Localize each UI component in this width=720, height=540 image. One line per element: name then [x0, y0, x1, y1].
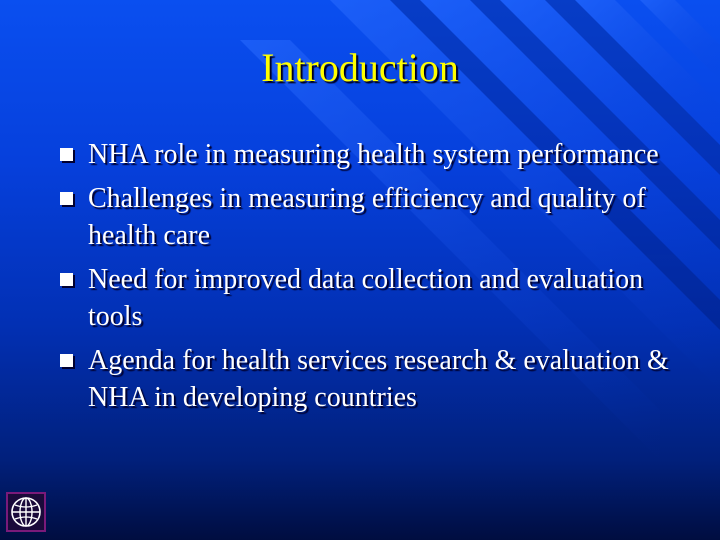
- square-bullet-icon: [60, 148, 73, 161]
- bullet-item: [60, 342, 680, 416]
- bullet-list: [60, 136, 680, 423]
- bullet-text: Need for improved data collection and evaluation tools: [88, 264, 644, 332]
- square-bullet-icon: [60, 192, 73, 205]
- bullet-item: [60, 180, 680, 254]
- bullet-item: [60, 261, 680, 335]
- bullet-text: NHA role in measuring health system performance: [88, 139, 659, 170]
- slide-title: Introduction: [261, 45, 459, 90]
- globe-logo-icon: [6, 492, 46, 532]
- square-bullet-icon: [60, 273, 73, 286]
- bullet-text: Agenda for health services research & evaluation & NHA in developing countries: [88, 345, 669, 413]
- bullet-text: Challenges in measuring efficiency and quality of health care: [88, 183, 646, 251]
- square-bullet-icon: [60, 354, 73, 367]
- bullet-item: [60, 136, 680, 173]
